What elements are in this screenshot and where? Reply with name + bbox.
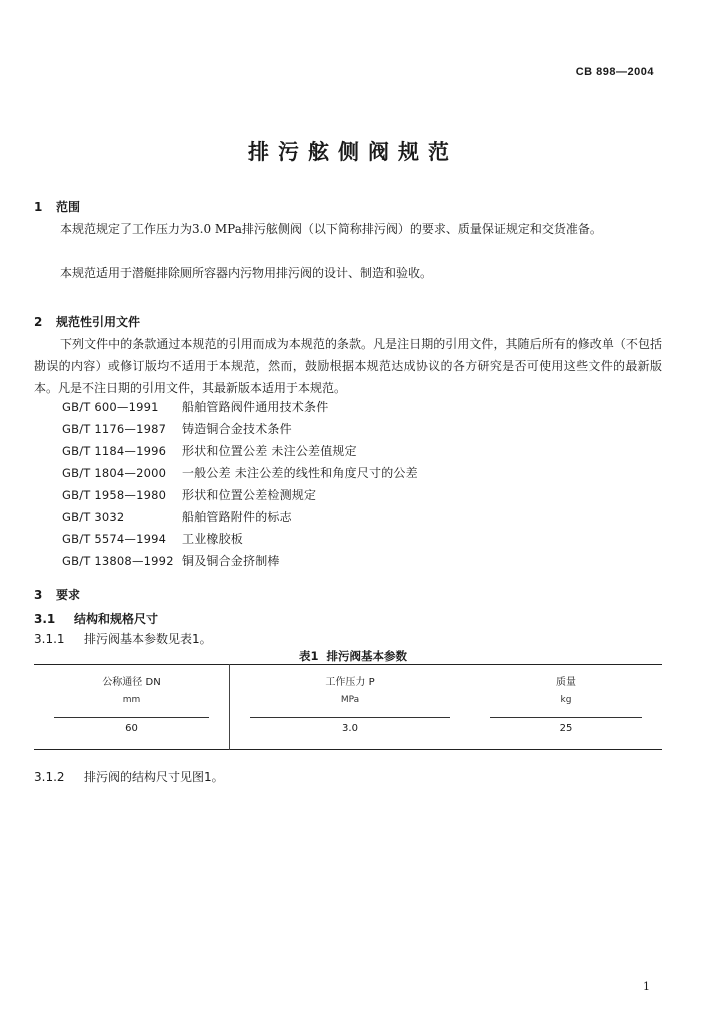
parameter-table [34,664,662,750]
standard-code: CB 898—2004 [575,66,654,78]
reference-code: GB/T 1176—1987 [62,422,167,436]
reference-title: 工业橡胶板 [182,532,244,546]
reference-title: 船舶管路阀件通用技术条件 [182,400,329,414]
reference-code: GB/T 600—1991 [62,400,159,414]
reference-item [62,398,328,415]
table-caption [0,648,706,664]
table-cell-nominal-diameter [34,665,230,750]
reference-item [62,530,243,547]
cell-divider [54,717,209,718]
page-number: 1 [643,980,650,993]
subsection-3-1-heading [34,610,158,627]
reference-code: GB/T 13808—1992 [62,554,174,568]
reference-code: GB/T 5574—1994 [62,532,167,546]
reference-title: 形状和位置公差 未注公差值规定 [182,444,357,458]
section-2-heading [34,313,140,330]
section-1-heading [34,198,80,215]
cell-value: 3.0 [342,723,358,734]
clause-3-1-1 [34,630,212,647]
section-3-heading [34,586,80,603]
reference-item [62,442,357,459]
clause-3-1-2 [34,768,224,785]
reference-title: 形状和位置公差检测规定 [182,488,317,502]
table-caption-number: 表1 [298,649,319,663]
section-number: 3 [34,588,43,602]
cell-value: 25 [559,723,573,734]
reference-title: 铸造铜合金技术条件 [182,422,292,436]
clause-text: 排污阀的结构尺寸见图1。 [84,770,224,784]
reference-item [62,420,292,437]
reference-item [62,464,418,481]
reference-title: 一般公差 未注公差的线性和角度尺寸的公差 [182,466,418,480]
reference-code: GB/T 1958—1980 [62,488,167,502]
column-header: 工作压力 P [325,677,375,688]
section-title: 要求 [56,588,81,602]
section-number: 2 [34,315,43,329]
subsection-number: 3.1 [34,612,56,626]
reference-item [62,552,280,569]
table-row [34,665,662,750]
document-title: 排污舷侧阀规范 [248,139,458,164]
table-cell-working-pressure [230,665,471,750]
reference-item [62,508,292,525]
reference-code: GB/T 3032 [62,510,125,524]
reference-title: 船舶管路附件的标志 [182,510,292,524]
section-title: 范围 [56,200,81,214]
section-number: 1 [34,200,43,214]
reference-code: GB/T 1184—1996 [62,444,167,458]
reference-code: GB/T 1804—2000 [62,466,167,480]
column-unit: mm [122,695,141,705]
column-unit: kg [560,695,572,705]
cell-value: 60 [125,723,138,734]
section-title: 规范性引用文件 [56,315,141,329]
table-caption-title: 排污阀基本参数 [326,649,407,663]
table-cell-mass [470,665,662,750]
clause-number: 3.1.1 [34,632,65,646]
section-1-paragraph-2: 本规范适用于潜艇排除厕所容器内污物用排污阀的设计、制造和验收。 [60,266,433,280]
column-header: 公称通径 DN [102,677,161,688]
clause-number: 3.1.2 [34,770,65,784]
reference-title: 铜及铜合金挤制棒 [182,554,280,568]
column-unit: MPa [340,695,360,705]
section-1-paragraph-1: 本规范规定了工作压力为3.0 MPa排污舷侧阀（以下简称排污阀）的要求、质量保证规定和交货准备。 [60,222,602,236]
column-header: 质量 [556,677,576,688]
cell-divider [250,717,450,718]
reference-item [62,486,316,503]
section-2-paragraph: 下列文件中的条款通过本规范的引用而成为本规范的条款。凡是注日期的引用文件，其随后所有的修改单（不包括勘误的内容）或修订版均不适用于本规范，然而，鼓励根据本规范达成协议的各方研究是否可使用这些文件的最新版本。凡是不注日期的引用文件，其最新版本适用于本规范。 [34,337,662,395]
cell-divider [490,717,642,718]
clause-text: 排污阀基本参数见表1。 [84,632,212,646]
subsection-title: 结构和规格尺寸 [74,612,159,626]
